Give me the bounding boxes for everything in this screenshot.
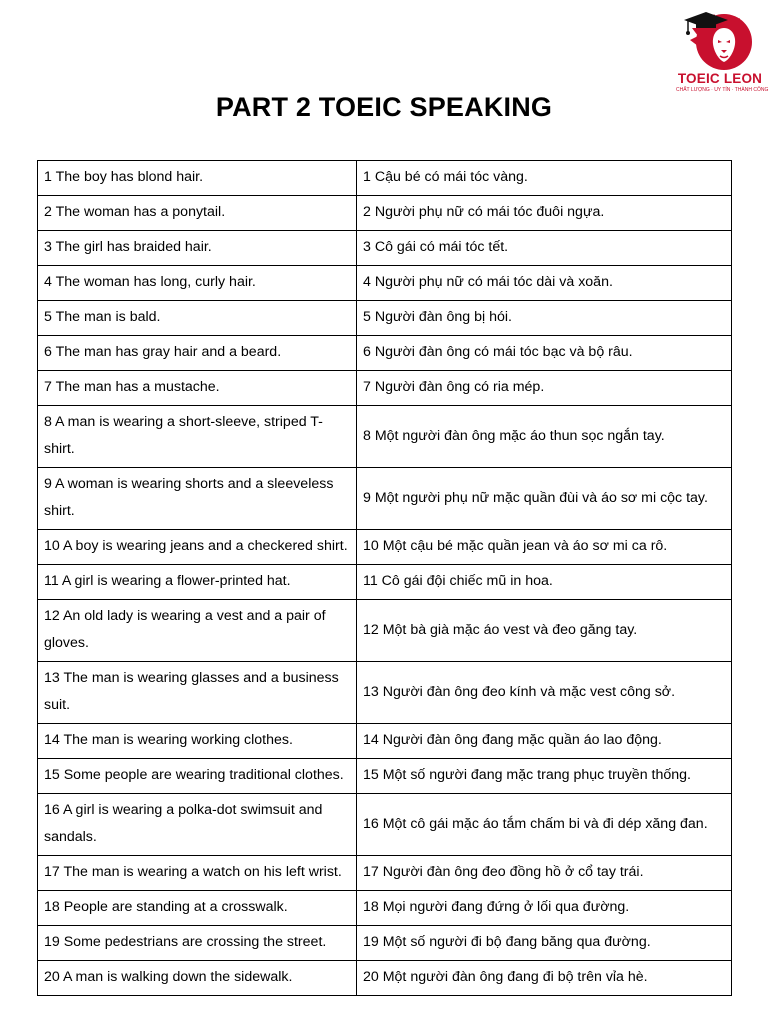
vietnamese-translation: 15 Một số người đang mặc trang phục truyền thống. bbox=[357, 759, 732, 794]
english-sentence: 19 Some pedestrians are crossing the street. bbox=[38, 926, 357, 961]
english-sentence: 17 The man is wearing a watch on his left wrist. bbox=[38, 856, 357, 891]
english-sentence: 1 The boy has blond hair. bbox=[38, 161, 357, 196]
vietnamese-translation: 8 Một người đàn ông mặc áo thun sọc ngắn tay. bbox=[357, 406, 732, 468]
table-row bbox=[38, 794, 732, 856]
english-sentence: 4 The woman has long, curly hair. bbox=[38, 266, 357, 301]
english-sentence: 7 The man has a mustache. bbox=[38, 371, 357, 406]
english-sentence: 18 People are standing at a crosswalk. bbox=[38, 891, 357, 926]
table-row bbox=[38, 856, 732, 891]
english-sentence: 11 A girl is wearing a flower-printed hat. bbox=[38, 565, 357, 600]
table-row bbox=[38, 371, 732, 406]
vietnamese-translation: 12 Một bà già mặc áo vest và đeo găng tay. bbox=[357, 600, 732, 662]
vietnamese-translation: 14 Người đàn ông đang mặc quần áo lao động. bbox=[357, 724, 732, 759]
vietnamese-translation: 6 Người đàn ông có mái tóc bạc và bộ râu. bbox=[357, 336, 732, 371]
english-sentence: 16 A girl is wearing a polka-dot swimsuit and sandals. bbox=[38, 794, 357, 856]
vocabulary-table bbox=[37, 160, 732, 996]
table-row bbox=[38, 336, 732, 371]
table-row bbox=[38, 891, 732, 926]
brand-name: TOEIC LEON bbox=[677, 71, 763, 86]
english-sentence: 14 The man is wearing working clothes. bbox=[38, 724, 357, 759]
vietnamese-translation: 18 Mọi người đang đứng ở lối qua đường. bbox=[357, 891, 732, 926]
english-sentence: 9 A woman is wearing shorts and a sleeveless shirt. bbox=[38, 468, 357, 530]
brand-logo bbox=[676, 6, 768, 100]
lion-emblem-icon bbox=[676, 6, 764, 72]
english-sentence: 15 Some people are wearing traditional clothes. bbox=[38, 759, 357, 794]
table-row bbox=[38, 231, 732, 266]
brand-tagline: CHẤT LƯỢNG · UY TÍN · THÀNH CÔNG bbox=[676, 87, 768, 93]
table-row bbox=[38, 301, 732, 336]
table-row bbox=[38, 406, 732, 468]
table-row bbox=[38, 565, 732, 600]
table-row bbox=[38, 926, 732, 961]
english-sentence: 13 The man is wearing glasses and a business suit. bbox=[38, 662, 357, 724]
vietnamese-translation: 1 Cậu bé có mái tóc vàng. bbox=[357, 161, 732, 196]
english-sentence: 10 A boy is wearing jeans and a checkered shirt. bbox=[38, 530, 357, 565]
table-row bbox=[38, 530, 732, 565]
vietnamese-translation: 11 Cô gái đội chiếc mũ in hoa. bbox=[357, 565, 732, 600]
vietnamese-translation: 20 Một người đàn ông đang đi bộ trên vỉa hè. bbox=[357, 961, 732, 996]
vietnamese-translation: 5 Người đàn ông bị hói. bbox=[357, 301, 732, 336]
vietnamese-translation: 13 Người đàn ông đeo kính và mặc vest công sở. bbox=[357, 662, 732, 724]
vietnamese-translation: 9 Một người phụ nữ mặc quần đùi và áo sơ mi cộc tay. bbox=[357, 468, 732, 530]
english-sentence: 12 An old lady is wearing a vest and a pair of gloves. bbox=[38, 600, 357, 662]
vietnamese-translation: 7 Người đàn ông có ria mép. bbox=[357, 371, 732, 406]
table-row bbox=[38, 266, 732, 301]
table-row bbox=[38, 724, 732, 759]
english-sentence: 20 A man is walking down the sidewalk. bbox=[38, 961, 357, 996]
vietnamese-translation: 17 Người đàn ông đeo đồng hồ ở cổ tay trái. bbox=[357, 856, 732, 891]
page-title: PART 2 TOEIC SPEAKING bbox=[215, 92, 553, 122]
vietnamese-translation: 19 Một số người đi bộ đang băng qua đường. bbox=[357, 926, 732, 961]
vietnamese-translation: 16 Một cô gái mặc áo tắm chấm bi và đi dép xăng đan. bbox=[357, 794, 732, 856]
vietnamese-translation: 3 Cô gái có mái tóc tết. bbox=[357, 231, 732, 266]
table-row bbox=[38, 468, 732, 530]
table-row bbox=[38, 961, 732, 996]
table-row bbox=[38, 161, 732, 196]
vietnamese-translation: 4 Người phụ nữ có mái tóc dài và xoăn. bbox=[357, 266, 732, 301]
english-sentence: 8 A man is wearing a short-sleeve, striped T-shirt. bbox=[38, 406, 357, 468]
table-row bbox=[38, 759, 732, 794]
table-row bbox=[38, 662, 732, 724]
english-sentence: 6 The man has gray hair and a beard. bbox=[38, 336, 357, 371]
english-sentence: 2 The woman has a ponytail. bbox=[38, 196, 357, 231]
vietnamese-translation: 2 Người phụ nữ có mái tóc đuôi ngựa. bbox=[357, 196, 732, 231]
table-row bbox=[38, 196, 732, 231]
vietnamese-translation: 10 Một cậu bé mặc quần jean và áo sơ mi ca rô. bbox=[357, 530, 732, 565]
english-sentence: 3 The girl has braided hair. bbox=[38, 231, 357, 266]
english-sentence: 5 The man is bald. bbox=[38, 301, 357, 336]
table-row bbox=[38, 600, 732, 662]
